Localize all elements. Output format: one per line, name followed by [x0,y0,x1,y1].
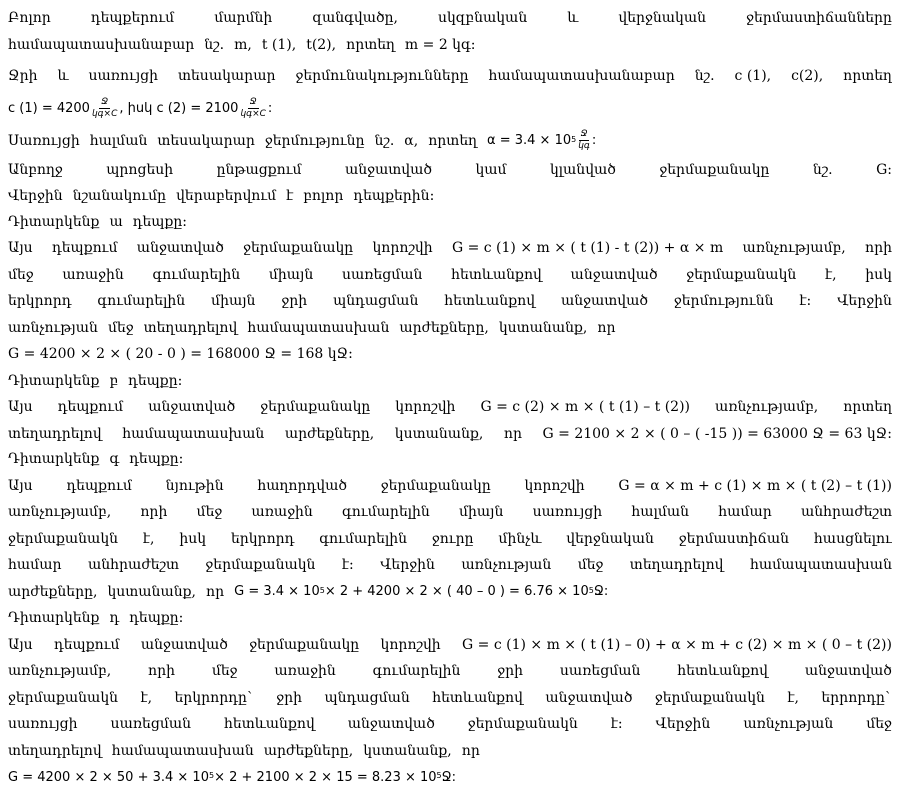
word: մարմնի [214,10,272,26]
word: ջերմաքանակն [205,557,315,573]
word: անջատված [805,663,892,679]
word: անջատված [137,240,224,256]
text-line [8,737,892,765]
word: վերջնական [618,10,706,26]
word: c(2), [791,68,823,84]
word: միայն [459,504,503,520]
word: բ [109,373,128,389]
text-line [8,659,892,685]
word: գ [109,451,129,467]
text-line [8,288,892,316]
word: երրորդը` [821,690,892,706]
word: դեպքում [66,478,131,494]
paragraph [8,4,892,59]
word: իսկ [865,267,892,283]
text-line [8,262,892,288]
word: հետևանքով [677,663,768,679]
exponent: 5 [437,771,442,780]
word: դ [109,610,129,626]
word: ջերմաքանակն [468,716,578,732]
word: համապատասխան [247,320,399,336]
word: α, [404,133,428,149]
word: ընթացքում [217,162,302,178]
word: որ [597,320,625,336]
word: ա [109,214,132,230]
paragraph [8,447,892,606]
word: անջատված [348,716,435,732]
word: դեպքը: [129,451,193,467]
word: որտեղ [346,37,405,53]
formula-part: α = 3.4 × 10 [487,133,571,148]
word: առաջին [274,663,335,679]
word: ջերմաքանակն [8,690,118,706]
word: մեջ [578,557,604,573]
word: դեպքերին: [353,188,444,204]
word: մեջ [866,716,892,732]
word: միայն [269,267,313,283]
word: ջերմաստիճանները [746,10,892,26]
formula-part: : [268,101,272,116]
word: G = α × m + c (1) × m × ( t (2) – t (1)) [618,478,892,494]
word: տեսակարար [157,133,265,149]
word: է, [825,267,837,283]
formula [8,770,456,785]
word: տեղադրելով [630,557,724,573]
paragraph [8,606,892,790]
word: տեղադրելով [8,743,112,759]
text-line [8,631,892,659]
word: զանգվածը, [312,10,398,26]
fraction-numerator: Ջ [248,98,259,109]
word: նշ. [695,68,715,84]
paragraph [8,209,892,368]
text-line [8,684,892,712]
text-line [8,184,892,210]
word: գումարելին [319,531,407,547]
word: դեպքերում [91,10,174,26]
word: համար [718,504,772,520]
formula-part: G = 4200 × 2 × 50 + 3.4 × 10 [8,770,209,785]
text-line [8,156,892,184]
word: վերջնական [566,531,654,547]
exponent: 5 [571,135,576,144]
word: ջերմունակությունները [295,68,468,84]
word: c (1), [735,68,772,84]
word: Դիտարկենք [8,373,109,389]
word: ջրի [281,293,307,309]
word: է: [342,557,354,573]
word: որտեղ [843,399,892,415]
word: գումարելին [152,267,240,283]
word: պնդացման [333,293,418,309]
word: առաջին [62,267,123,283]
text-line [8,765,892,790]
text-line [8,125,892,156]
word: գումարելին [373,663,461,679]
word: մեջ [212,663,238,679]
word: ջերմաքանակը [249,637,359,653]
word: առնչությամբ, [715,399,818,415]
text-line [8,394,892,422]
word: կստանանք, [363,743,462,759]
word: դեպքը: [133,214,197,230]
word: անջատված [545,690,632,706]
word: միայն [211,293,255,309]
word: համապատասխանաբար [8,37,204,53]
word: անհրաժեշտ [88,557,179,573]
word: մեջ [108,320,144,336]
word: դեպքում [54,637,119,653]
word: առնչության [743,716,833,732]
formula [234,584,608,599]
word: Վերջին [380,557,435,573]
word: համապատասխան [112,743,264,759]
word: սառեցման [342,267,423,283]
word: մեջ [8,267,34,283]
text-line [8,606,892,632]
word: սառույցի [8,716,78,732]
word: որի [140,504,167,520]
word: արժեքները, [8,584,107,600]
text-line [8,209,892,235]
text-line [8,341,892,369]
word: պրոցեսի [106,162,173,178]
word: առնչության [8,320,108,336]
word: է, [140,690,152,706]
word: G = c (1) × m × ( t (1) - t (2)) + α × m [452,240,723,256]
word: ջերմաքանակը [243,240,353,256]
word: իսկ [179,531,206,547]
formula-part: × 2 + 2100 × 2 × 15 = 8.23 × 10 [214,770,436,785]
word: նշանակումը [73,188,176,204]
word: սառույցի [88,68,158,84]
exponent: 5 [589,586,594,595]
fraction-numerator: Ջ [99,98,110,109]
word: Բոլոր [8,10,51,26]
word: ջերմաքանակն [655,690,765,706]
word: նշ. [374,133,404,149]
text-line [8,59,892,92]
word: t(2), [306,37,346,53]
word: առնչությամբ, [8,504,111,520]
word: նյութին [166,478,224,494]
word: կստանանք, [499,320,598,336]
word: Սառույցի [8,133,90,149]
word: ջերմաքանակը [260,399,370,415]
word: երկրորդ [231,531,294,547]
word: Վերջին [837,293,892,309]
word: Այս [8,399,33,415]
word: առնչության [461,557,551,573]
formula-part: × 2 + 4200 × 2 × ( 40 – 0 ) = 6.76 × 10 [325,584,589,599]
word: Այս [8,240,33,256]
text-line [8,32,892,60]
word: համապատասխանաբար [489,68,675,84]
word: t (1), [262,37,306,53]
word: ջրի [497,663,523,679]
text-line [8,315,892,341]
formula-part: Ջ: [594,584,608,599]
word: ջերմությունն [674,293,774,309]
word: հետևանքով [432,690,523,706]
word: հետևանքով [451,267,542,283]
word: արժեքները, [264,743,363,759]
word: Այս [8,478,33,494]
word: անջատված [561,293,648,309]
word: կորոշվի [525,478,585,494]
text-line [8,4,892,32]
paragraph [8,368,892,447]
exponent: 5 [209,771,214,780]
word: արժեքները, [399,320,498,336]
formula [487,130,596,151]
word: սառեցման [560,663,641,679]
paragraph [8,125,892,156]
word: առնչությամբ, [743,240,846,256]
word: հետևանքով [224,716,315,732]
word: Դիտարկենք [8,610,109,626]
word: G = c (2) × m × ( t (1) – t (2)) [480,399,690,415]
word: որի [148,663,175,679]
word: որտեղ [843,68,892,84]
word: ջերմաքանակն [8,531,118,547]
word: երկրորդը` [175,690,254,706]
word: ջերմաքանակը [381,478,491,494]
word: կորոշվի [372,240,432,256]
word: դեպքում [58,399,123,415]
word: որտեղ [428,133,487,149]
word: սառեցման [111,716,192,732]
formula-part: : [592,133,596,148]
word: և [567,10,578,26]
word: է: [611,716,623,732]
word: մինչև [498,531,541,547]
word: m, [234,37,262,53]
word: համար [8,557,62,573]
text-line [8,525,892,553]
word: է: [799,293,811,309]
word: G = 4200 × 2 × ( 20 - 0 ) = 168000 Ջ = 168 կՋ: [8,346,363,362]
word: G = c (1) × m × ( t (1) – 0) + α × m + c (2) × m × ( 0 – t (2)) [462,637,892,653]
word: անջատված [571,267,658,283]
word: G = 2100 × 2 × ( 0 – ( -15 )) = 63000 Ջ = 63 կՋ: [543,426,892,442]
formula-part: c (1) = 4200 [8,101,90,116]
text-line [8,368,892,394]
word: հետևանքով [444,293,535,309]
word: նշ. [204,37,234,53]
text-line [8,472,892,500]
exponent: 5 [320,586,325,595]
word: որ [504,426,522,442]
unit-fraction [578,130,590,151]
fraction-denominator: կգ [578,141,590,151]
formula-part: G = 3.4 × 10 [234,584,320,599]
text-line [8,500,892,526]
word: անջատված [148,399,235,415]
word: կորոշվի [395,399,455,415]
formula-part: Ջ: [442,770,456,785]
word: է, [787,690,799,706]
word: m = 2 կգ: [405,37,486,53]
word: կորոշվի [381,637,441,653]
text-line [8,553,892,579]
word: Ջրի [8,68,38,84]
text-line [8,447,892,473]
word: դեպքը: [128,373,192,389]
word: G: [876,162,892,178]
fraction-numerator: Ջ [579,130,590,141]
word: համապատասխան [750,557,892,573]
word: ջերմությունը [265,133,375,149]
word: համապատասխան [122,426,264,442]
word: երկրորդ [8,293,71,309]
word: ջերմաքանակն [686,267,796,283]
unit-fraction [92,98,117,119]
word: Դիտարկենք [8,451,109,467]
text-line [8,92,892,125]
text-line [8,578,892,606]
word: հալման [631,504,689,520]
formula-part: , իսկ c (2) = 2100 [119,101,238,116]
word: կստանանք, [107,584,206,600]
word: Վերջին [656,716,711,732]
word: հալման [90,133,158,149]
word: կամ [475,162,506,178]
word: տեղադրելով [8,426,102,442]
word: բոլոր [303,188,353,204]
word: Դիտարկենք [8,214,109,230]
formula [8,98,272,119]
text-line [8,712,892,738]
word: գումարելին [342,504,430,520]
word: որ [462,743,490,759]
word: Անբողջ [8,162,63,178]
paragraph [8,59,892,125]
word: սառույցի [533,504,603,520]
word: մեջ [197,504,223,520]
word: վերաբերվում [176,188,286,204]
word: տեղադրելով [144,320,248,336]
word: անջատված [345,162,432,178]
word: սկզբնական [438,10,527,26]
fraction-denominator: կգ×C [92,109,117,119]
word: Այս [8,637,33,653]
word: կլանված [550,162,616,178]
word: ջրի [276,690,302,706]
word: կստանանք, [395,426,484,442]
word: և [57,68,68,84]
word: ջերմաստիճան [679,531,789,547]
word: պնդացման [325,690,410,706]
word: դեպքը: [129,610,193,626]
text-line [8,235,892,263]
word: դեպքում [52,240,117,256]
word: նշ. [813,162,833,178]
word: ջերմաքանակը [659,162,769,178]
word: գումարելին [97,293,185,309]
word: անհրաժեշտ [801,504,892,520]
word: հասցնելու [814,531,892,547]
word: տեսակարար [178,68,276,84]
word: է [286,188,303,204]
word: ջուրը [432,531,474,547]
word: առնչությամբ, [8,663,111,679]
word: առաջին [251,504,312,520]
word: Վերջին [8,188,73,204]
word: որի [865,240,892,256]
word: հաղորդված [257,478,347,494]
word: արժեքները, [285,426,374,442]
word: է, [143,531,155,547]
fraction-denominator: կգ×C [240,109,265,119]
word: անջատված [141,637,228,653]
paragraph [8,156,892,209]
word: որ [206,584,234,600]
text-line [8,421,892,447]
unit-fraction [240,98,265,119]
